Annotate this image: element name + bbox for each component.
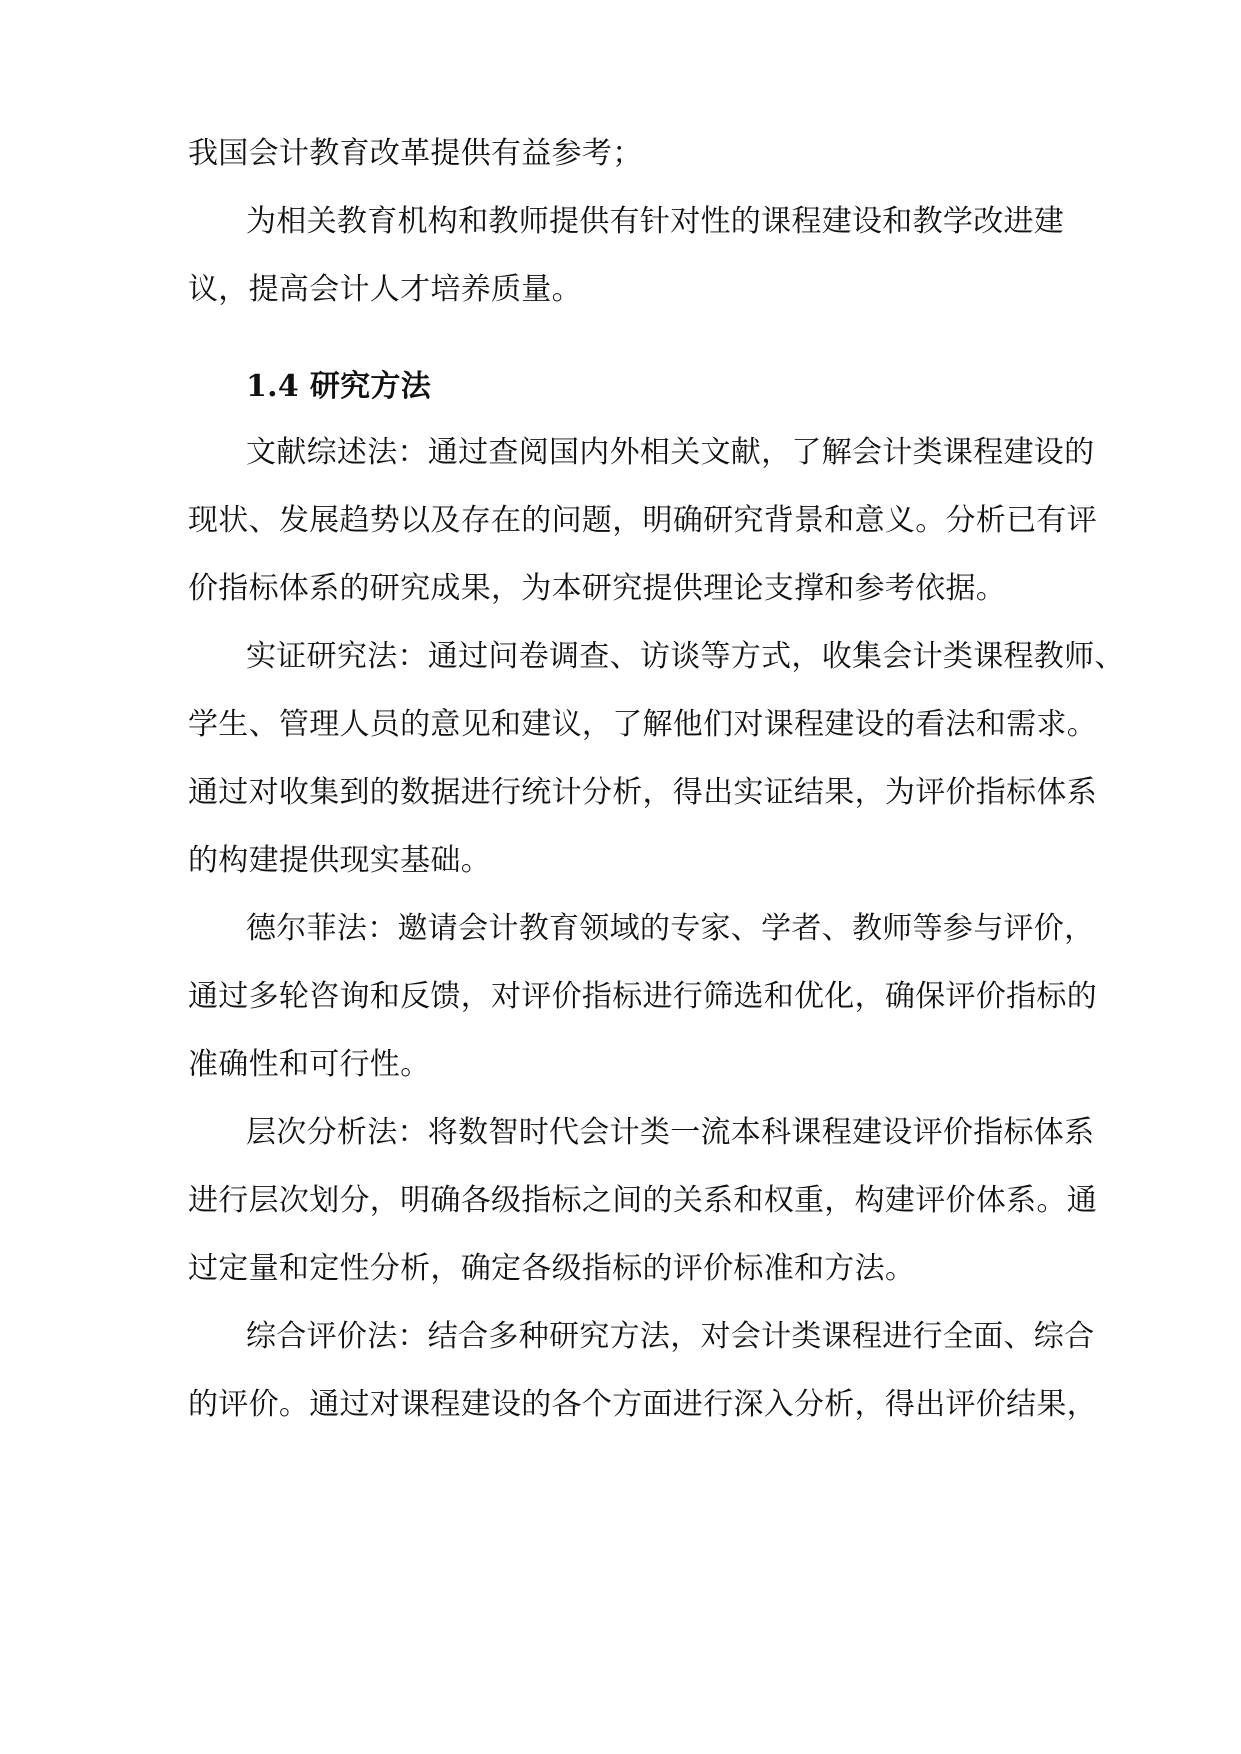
text-line: 我国会计教育改革提供有益参考； [188,136,643,171]
text-line: 的构建提供现实基础。 [188,843,491,878]
text-line: 价指标体系的研究成果，为本研究提供理论支撑和参考依据。 [188,571,1007,606]
text-line: 为相关教育机构和教师提供有针对性的课程建设和教学改进建 [246,204,1065,239]
text-line: 文献综述法：通过查阅国内外相关文献，了解会计类课程建设的 [246,435,1095,470]
text-line: 通过多轮咨询和反馈，对评价指标进行筛选和优化，确保评价指标的 [188,979,1097,1014]
text-line: 通过对收集到的数据进行统计分析，得出实证结果，为评价指标体系 [188,775,1097,810]
text-line: 过定量和定性分析，确定各级指标的评价标准和方法。 [188,1251,916,1286]
text-line: 的评价。通过对课程建设的各个方面进行深入分析，得出评价结果， [188,1387,1097,1422]
text-line: 议，提高会计人才培养质量。 [188,272,582,307]
text-line: 现状、发展趋势以及存在的问题，明确研究背景和意义。分析已有评 [188,503,1097,538]
text-line: 综合评价法：结合多种研究方法，对会计类课程进行全面、综合 [246,1319,1095,1354]
text-line: 准确性和可行性。 [188,1047,431,1082]
text-line: 层次分析法：将数智时代会计类一流本科课程建设评价指标体系 [246,1115,1095,1150]
text-line: 实证研究法：通过问卷调查、访谈等方式，收集会计类课程教师、 [246,639,1125,674]
text-line: 德尔菲法：邀请会计教育领域的专家、学者、教师等参与评价， [246,911,1095,946]
section-heading: 1.4 研究方法 [246,369,432,404]
text-line: 进行层次划分，明确各级指标之间的关系和权重，构建评价体系。通 [188,1183,1097,1218]
text-line: 学生、管理人员的意见和建议，了解他们对课程建设的看法和需求。 [188,707,1097,742]
